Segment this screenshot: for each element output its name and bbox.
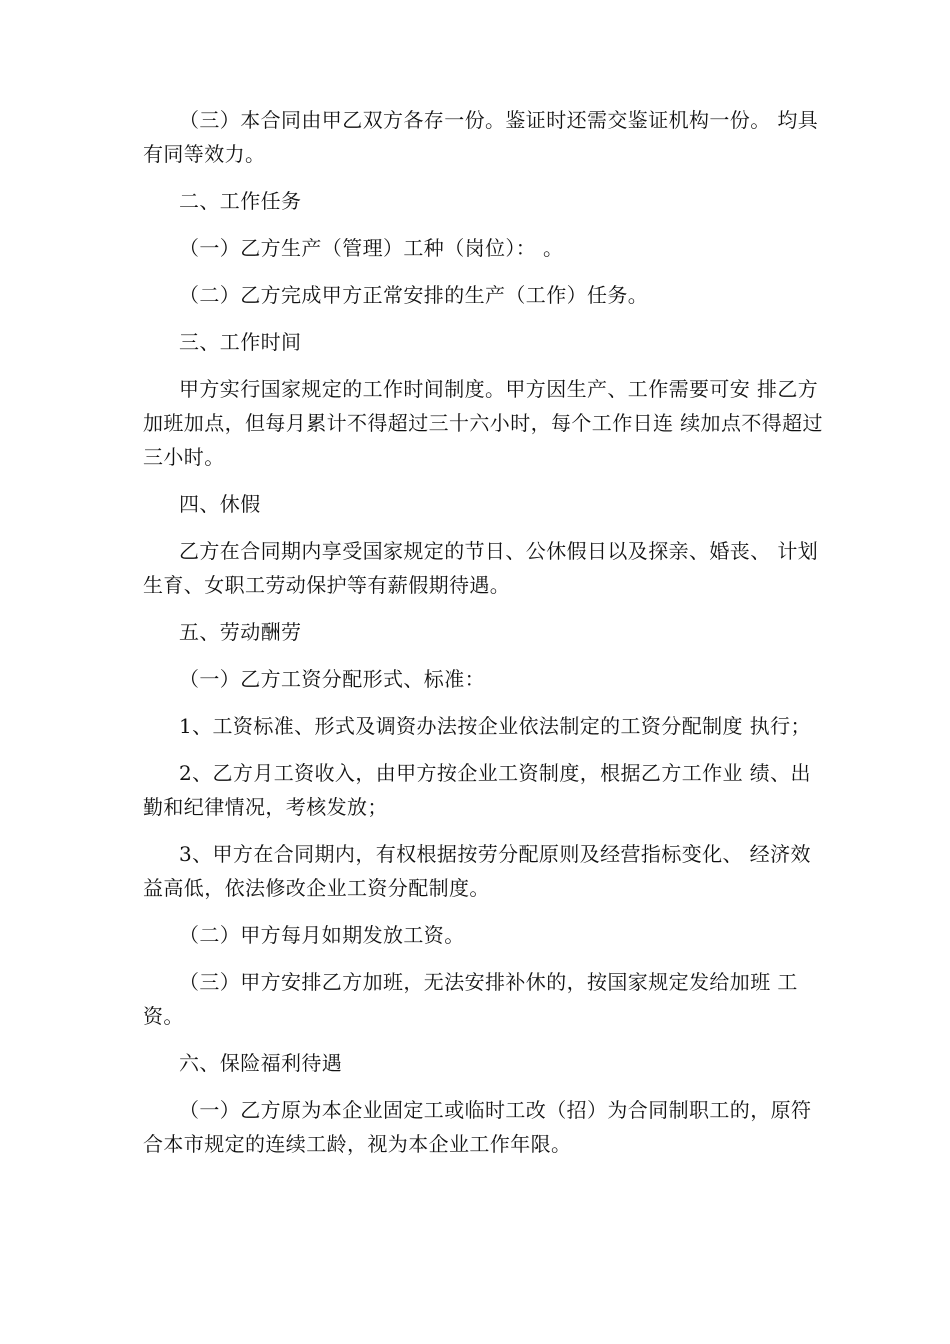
heading-work-tasks: 二、工作任务	[179, 189, 302, 213]
paragraph-complete-tasks: （二）乙方完成甲方正常安排的生产（工作）任务。	[179, 283, 649, 307]
paragraph-modify-system: 3、甲方在合同期内，有权根据按劳分配原则及经营指标变化、 经济效益高低，依法修改企业工资分配制度。	[143, 842, 811, 900]
heading-working-hours: 三、工作时间	[179, 330, 302, 354]
document-body	[143, 103, 831, 1161]
heading-vacation: 四、休假	[179, 492, 261, 516]
paragraph-wage-form: （一）乙方工资分配形式、标准：	[179, 667, 485, 691]
paragraph-working-hours: 甲方实行国家规定的工作时间制度。甲方因生产、工作需要可安 排乙方加班加点，但每月累计不得超过三十六小时，每个工作日连 续加点不得超过三小时。	[143, 377, 823, 469]
paragraph-monthly-payment: （二）甲方每月如期发放工资。	[179, 923, 465, 947]
paragraph-monthly-income: 2、乙方月工资收入，由甲方按企业工资制度，根据乙方工作业 绩、出勤和纪律情况，考核发放；	[143, 761, 811, 819]
heading-remuneration: 五、劳动酬劳	[179, 620, 302, 644]
paragraph-vacation: 乙方在合同期内享受国家规定的节日、公休假日以及探亲、婚丧、 计划生育、女职工劳动保护等有薪假期待遇。	[143, 539, 819, 597]
paragraph-overtime-pay: （三）甲方安排乙方加班，无法安排补休的，按国家规定发给加班 工资。	[143, 970, 798, 1028]
paragraph-seniority: （一）乙方原为本企业固定工或临时工改（招）为合同制职工的，原符合本市规定的连续工龄，视为本企业工作年限。	[143, 1098, 812, 1156]
paragraph-job-type: （一）乙方生产（管理）工种（岗位）： 。	[179, 236, 564, 260]
paragraph-wage-standard: 1、工资标准、形式及调资办法按企业依法制定的工资分配制度 执行；	[179, 714, 811, 738]
heading-insurance-welfare: 六、保险福利待遇	[179, 1051, 343, 1075]
paragraph-copies-validity: （三）本合同由甲乙双方各存一份。鉴证时还需交鉴证机构一份。 均具有同等效力。	[143, 108, 819, 166]
